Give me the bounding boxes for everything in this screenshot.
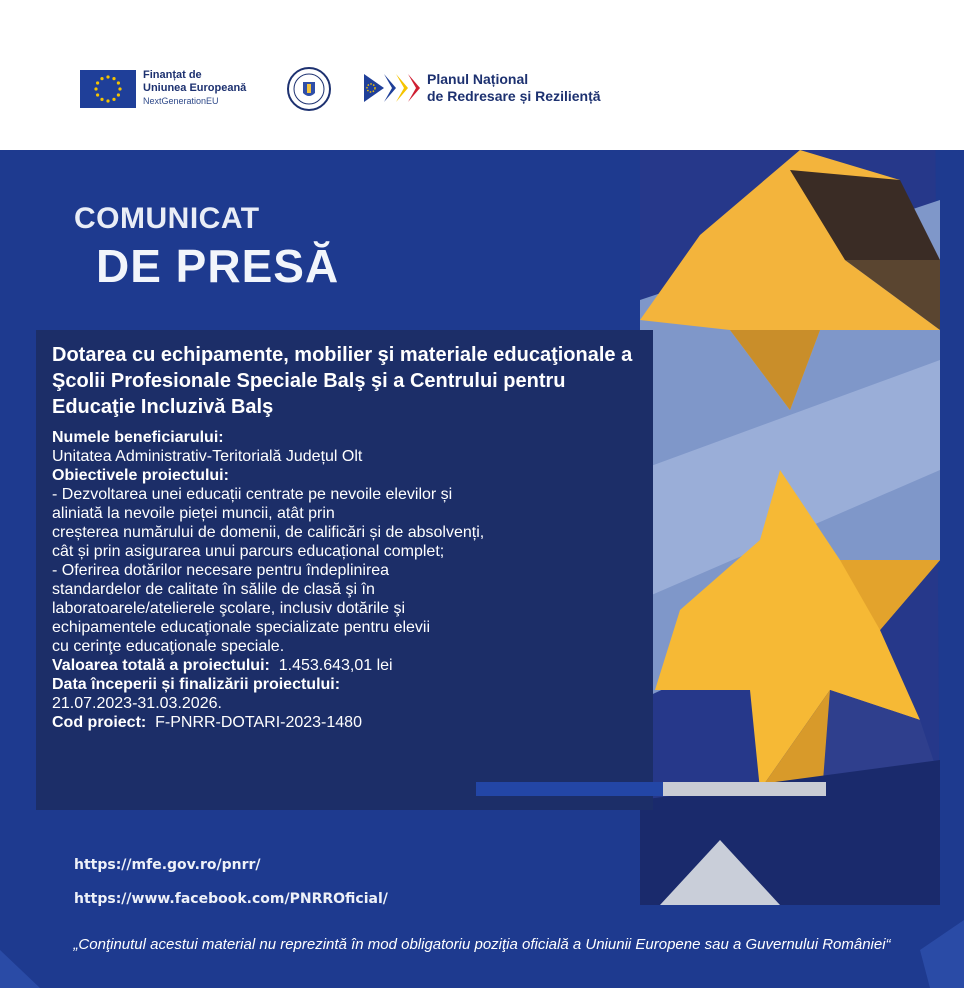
bar-segment-grey — [663, 782, 826, 796]
panel-accent-bar — [476, 778, 826, 798]
pnrr-title-text — [427, 71, 601, 105]
mfe-pnrr-link[interactable]: https://mfe.gov.ro/pnrr/ — [74, 857, 261, 873]
objective-line: aliniată la nevoile pieței muncii, atât prin — [52, 505, 335, 522]
press-release-heading — [74, 200, 339, 294]
objective-line: creșterea numărului de domenii, de calificări și de absolvenți, — [52, 524, 485, 541]
objective-line: cu cerinţe educaţionale speciale. — [52, 638, 285, 655]
heading-line2: DE PRESĂ — [96, 240, 340, 292]
project-code-label: Cod proiect: — [52, 714, 147, 731]
project-title: Dotarea cu echipamente, mobilier şi materiale educaţionale a Şcolii Profesionale Speciale Balş şi a Centrului pentru Educaţie Incluzivă Balş — [52, 344, 633, 418]
beneficiary-label: Numele beneficiarului: — [52, 429, 224, 446]
beneficiary-value: Unitatea Administrativ-Teritorială Județul Olt — [52, 448, 363, 465]
objective-line: standardelor de calitate în sălile de clasă şi în — [52, 581, 375, 598]
pnrr-line2: de Redresare și Reziliență — [427, 88, 601, 104]
pnrr-line1: Planul Național — [427, 71, 529, 87]
objectives-label: Obiectivele proiectului: — [52, 467, 229, 484]
header-logos — [0, 0, 964, 150]
project-dates: 21.07.2023-31.03.2026. — [52, 695, 222, 712]
project-code: F-PNRR-DOTARI-2023-1480 — [155, 714, 362, 731]
eu-line1: Finanțat de — [143, 69, 202, 81]
eu-flag-icon — [80, 70, 136, 108]
objective-line: - Dezvoltarea unei educații centrate pe nevoile elevilor și — [52, 486, 453, 503]
objective-line: laboratoarele/atelierele şcolare, inclusiv dotările şi — [52, 600, 406, 617]
eu-line2: Uniunea Europeană — [143, 82, 247, 94]
links-block — [74, 855, 388, 923]
heading-line1: COMUNICAT — [74, 202, 260, 235]
eu-funding-text — [143, 69, 246, 107]
eu-line3: NextGenerationEU — [143, 96, 219, 106]
project-dates-label: Data începerii și finalizării proiectului: — [52, 676, 341, 693]
objective-line: cât și prin asigurarea unui parcurs educațional complet; — [52, 543, 445, 560]
disclaimer-text: „Conţinutul acestui material nu reprezintă în mod obligatoriu poziţia oficială a Uniunii Europene sau a Guvernului României“ — [73, 936, 891, 953]
objective-line: echipamentele educaţionale specializate pentru elevii — [52, 619, 431, 636]
pnrr-logo-icon — [362, 70, 422, 106]
project-value: 1.453.643,01 lei — [278, 657, 393, 674]
project-code-row — [52, 713, 642, 732]
project-value-row — [52, 656, 642, 675]
project-content — [52, 342, 642, 732]
bar-segment-blue — [476, 782, 663, 796]
objective-line: - Oferirea dotărilor necesare pentru îndeplinirea — [52, 562, 390, 579]
romanian-government-seal-icon — [286, 66, 332, 112]
facebook-pnrr-link[interactable]: https://www.facebook.com/PNRROficial/ — [74, 891, 388, 907]
project-value-label: Valoarea totală a proiectului: — [52, 657, 270, 674]
